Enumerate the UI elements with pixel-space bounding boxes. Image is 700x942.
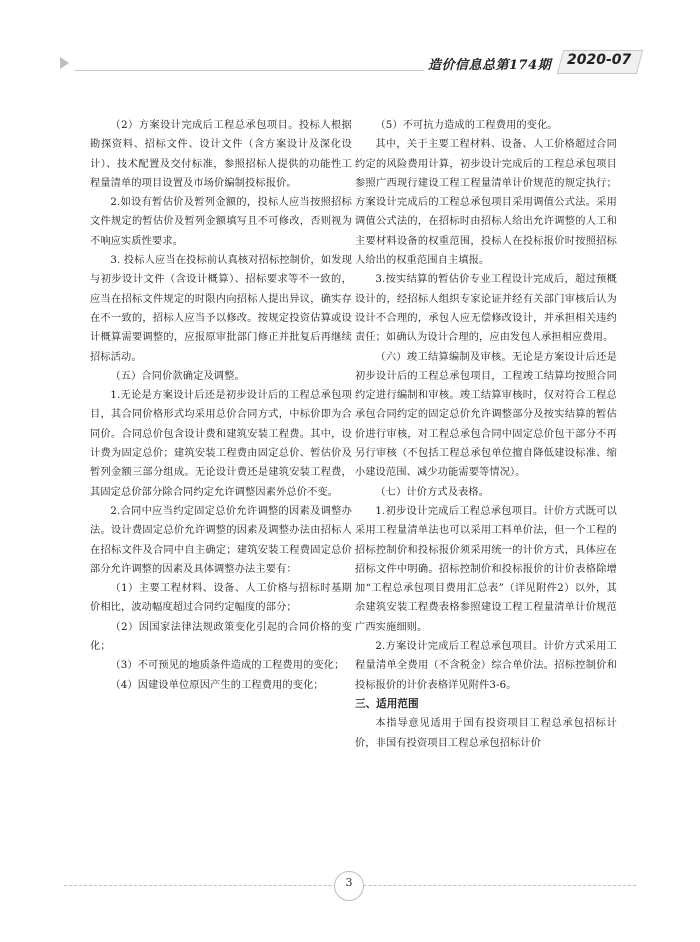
page-header (0, 0, 700, 90)
paragraph: 其中，关于主要工程材料、设备、人工价格超过合同约定的风险费用计算，初步设计完成后的工程总承包项目参照广西现行建设工程工程量清单计价规范的规定执行；方案设计完成后的工程总承包项目采用调值公式法。采用调值公式法的，在招标时由招标人给出允许调整的人工和主要材料设备的权重范围，投标人在投标报价时按照招标人给出的权重范围自主填报。 (355, 139, 617, 267)
list-item: （2）因国家法律法规政策变化引起的合同价格的变化； (90, 621, 352, 653)
paragraph: 3.按实结算的暂估价专业工程设计完成后，超过预概设计的，经招标人组织专家论证并经有关部门审核后认为设计不合理的，承包人应无偿修改设计，并承担相关违约责任；如确认为设计合理的，应由发包人承担相应费用。 (355, 274, 617, 344)
issue-date: 2020-07 (567, 52, 632, 68)
section-heading: 三、适用范围 (355, 697, 419, 710)
list-item: （3）不可预见的地质条件造成的工程费用的变化； (110, 660, 345, 672)
page-number: 3 (345, 876, 353, 889)
right-column (355, 116, 617, 753)
subsection-heading: （七）计价方式及表格。 (375, 486, 490, 498)
list-item: （4）因建设单位原因产生的工程费用的变化； (110, 679, 324, 691)
list-item: （5）不可抗力造成的工程费用的变化。 (375, 120, 558, 131)
paragraph: 2.如设有暂估价及暂列金额的，投标人应当按照招标文件规定的暂估价及暂列金额填写且不可修改，否则视为不响应实质性要求。 (90, 197, 352, 247)
list-item: （1）主要工程材料、设备、人工价格与招标时基期价相比，波动幅度超过合同约定幅度的部分； (90, 583, 352, 614)
journal-title: 造价信息总第174期 (428, 58, 552, 73)
subsection-heading: （五）合同价款确定及调整。 (110, 370, 245, 382)
paragraph: 3. 投标人应当在投标前认真核对招标控制价，如发现与初步设计文件（含设计概算）、招标要求等不一致的，应当在招标文件规定的时限内向招标人提出异议，确实存在不一致的，招标人应当予以修改。按规定投资估算或设计概算需要调整的，应报原审批部门修正并批复后再继续招标活动。 (90, 255, 352, 363)
header-rule (74, 70, 424, 71)
paragraph: （六）竣工结算编制及审核。无论是方案设计后还是初步设计后的工程总承包项目，工程竣工结算均按照合同约定进行编制和审核。竣工结算审核时，仅对符合工程总承包合同约定的固定总价允许调整部分及按实结算的暂估价进行审核，对工程总承包合同中固定总价包干部分不再另行审核（不包括工程总承包单位擅自降低建设标准、缩小建设范围、减少功能需要等情况）。 (355, 351, 617, 479)
paragraph: 2.方案设计完成后工程总承包项目。计价方式采用工程量清单全费用（不含税金）综合单价法。招标控制价和投标报价的计价表格详见附件3-6。 (355, 641, 617, 691)
left-column (90, 116, 352, 695)
paragraph: 1.无论是方案设计后还是初步设计后的工程总承包项目，其合同价格形式均采用总价合同方式，中标价即为合同价。合同总价包含设计费和建筑安装工程费。其中，设计费为固定总价；建筑安装工程费由固定总价、暂估价及暂列金额三部分组成。无论设计费还是建筑安装工程费，其固定总价部分除合同约定允许调整因素外总价不变。 (90, 390, 352, 498)
triangle-arrow-icon (60, 57, 69, 69)
paragraph: 本指导意见适用于国有投资项目工程总承包招标计价，非国有投资项目工程总承包招标计价 (355, 718, 617, 749)
paragraph: （2）方案设计完成后工程总承包项目。投标人根据勘探资料、招标文件、设计文件（含方案设计及深化设计）、技术配置及交付标准，参照招标人提供的功能性工程量清单的项目设置及市场价编制投标报价。 (90, 120, 352, 189)
paragraph: 1.初步设计完成后工程总承包项目。计价方式既可以采用工程量清单法也可以采用工料单价法，但一个工程的招标控制价和投标报价须采用统一的计价方式，具体应在招标文件中明确。招标控制价和投标报价的计价表格除增加“工程总承包项目费用汇总表”（详见附件2）以外，其余建筑安装工程费表格参照建设工程工程量清单计价规范广西实施细则。 (355, 505, 617, 633)
paragraph: 2.合同中应当约定固定总价允许调整的因素及调整办法。设计费固定总价允许调整的因素及调整办法由招标人在招标文件及合同中自主确定；建筑安装工程费固定总价部分允许调整的因素及具体调整办法主要有： (90, 505, 352, 575)
